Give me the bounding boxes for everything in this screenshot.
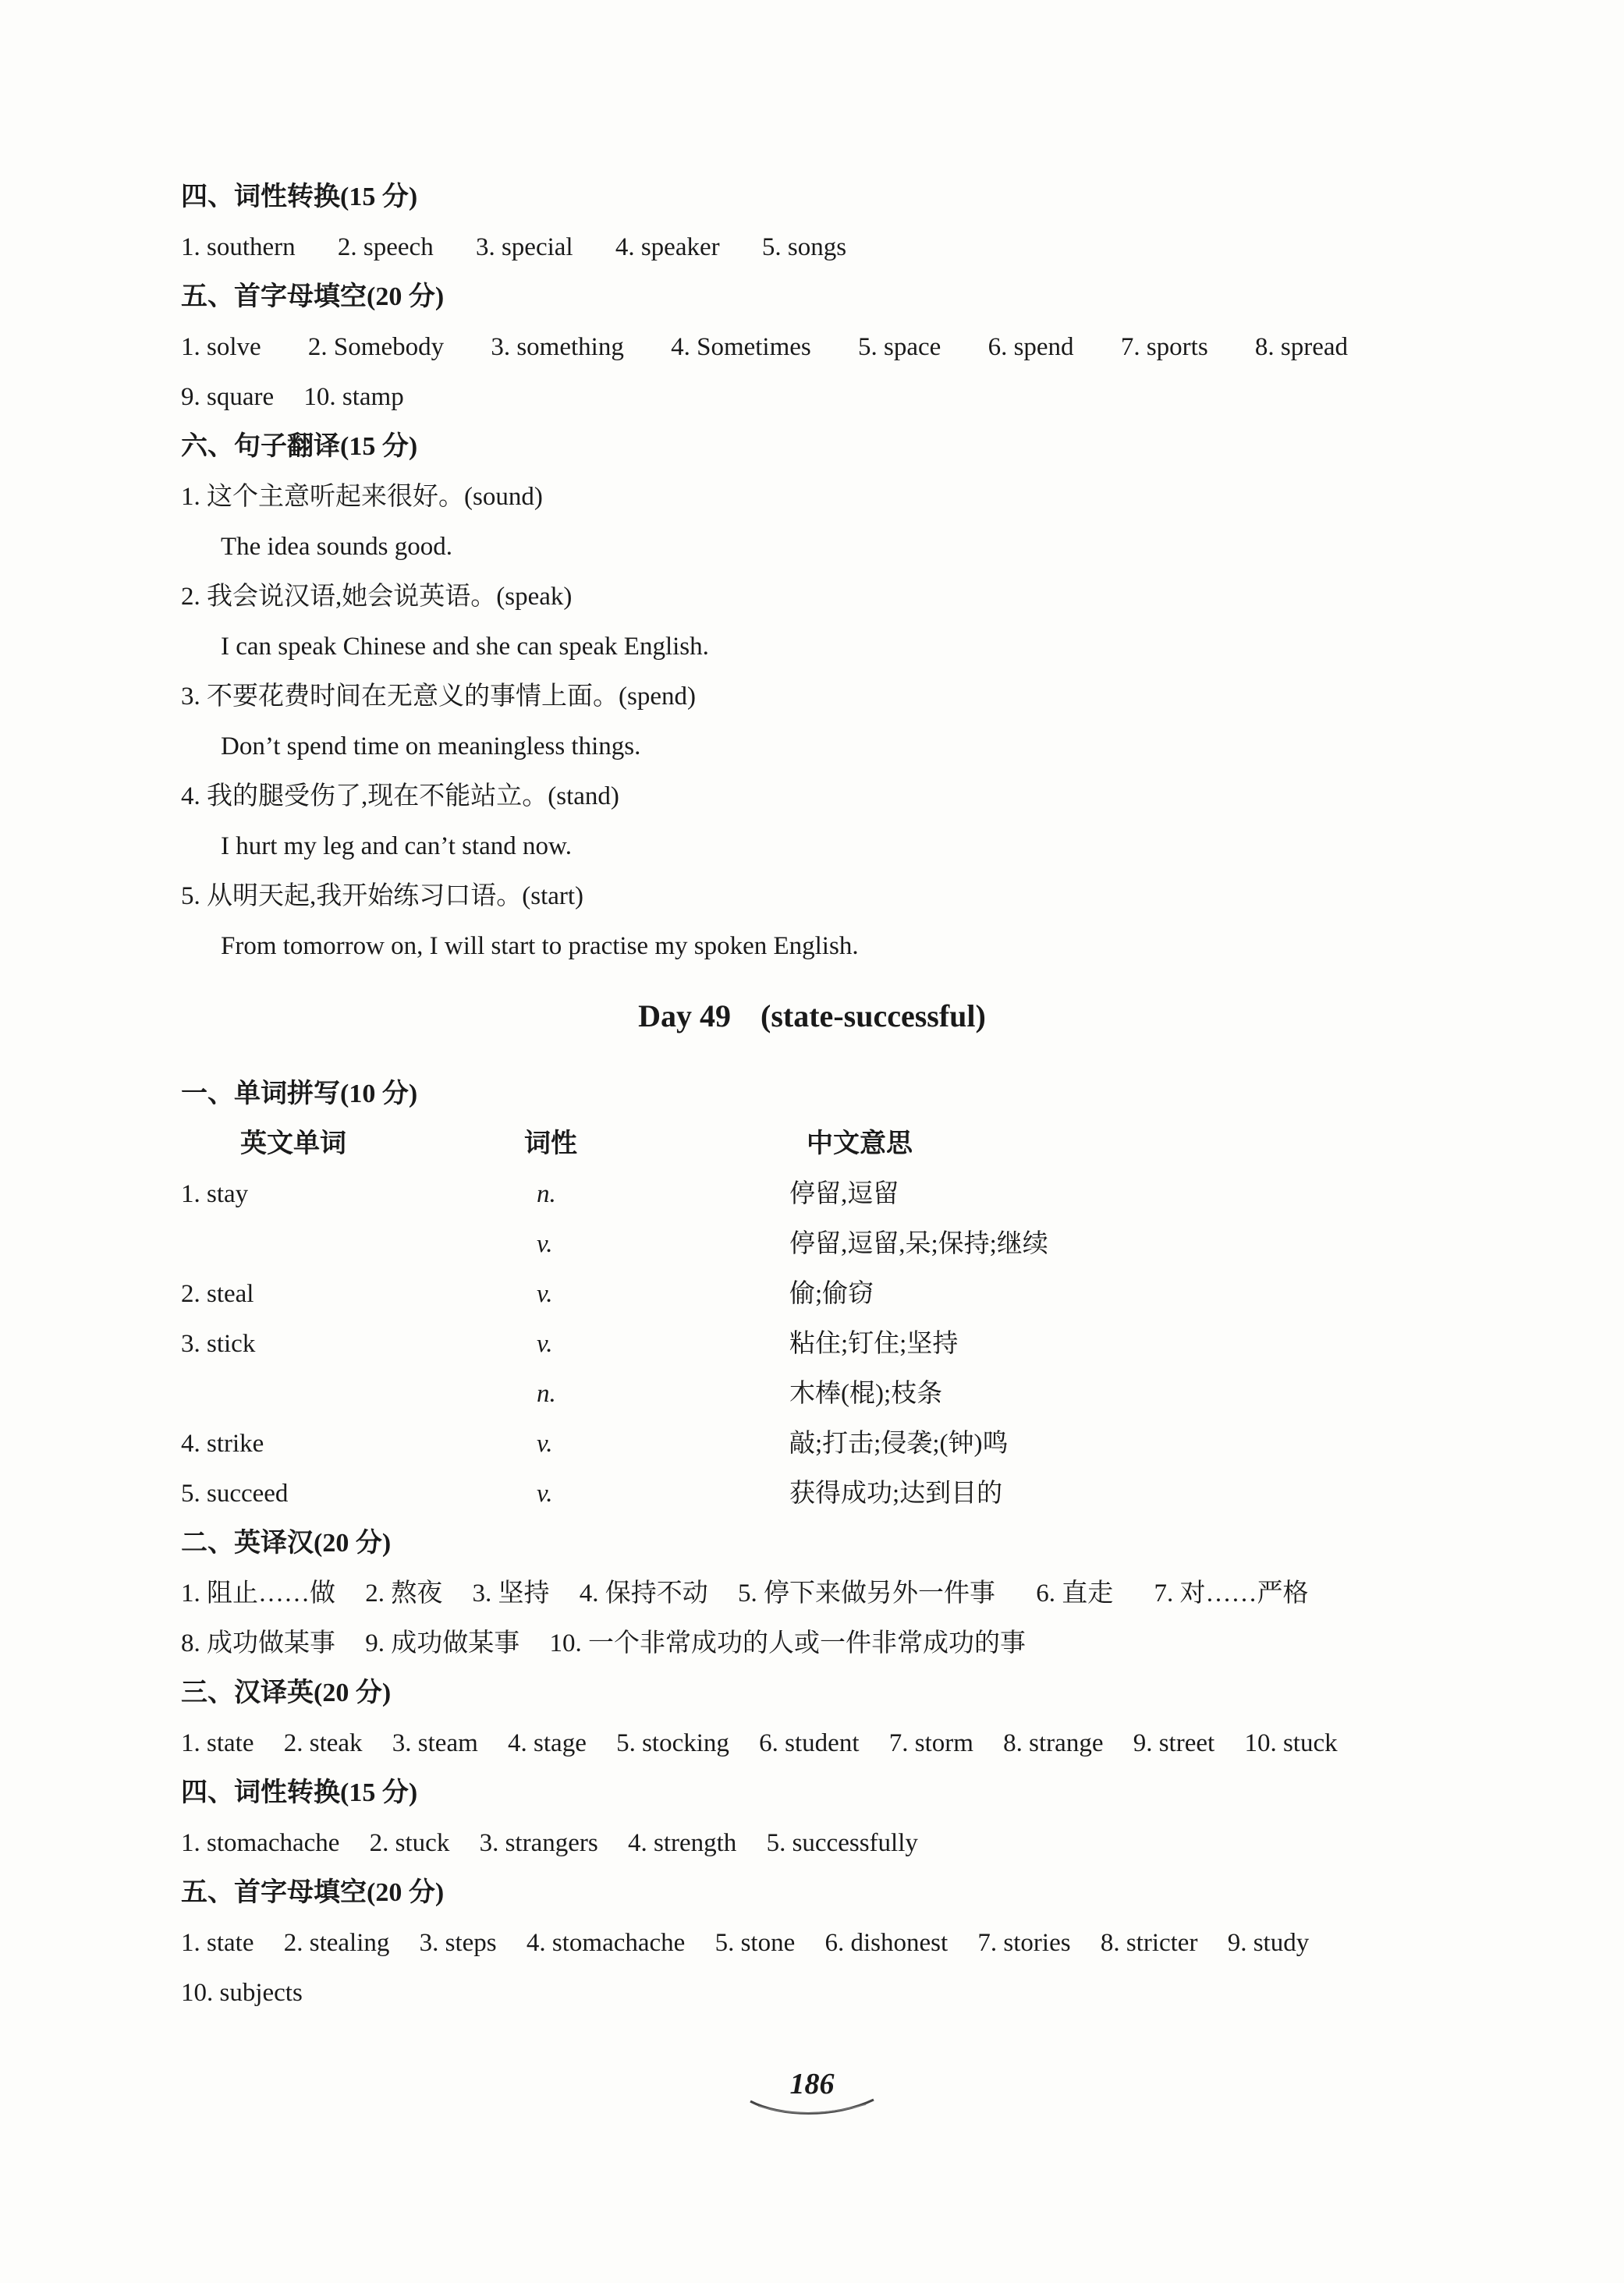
vocab-meaning: 敲;打击;侵袭;(钟)鸣 xyxy=(789,1430,1009,1458)
answer-item: 7. sports xyxy=(1120,333,1208,361)
answer-item: 9. study xyxy=(1227,1929,1310,1957)
vocab-meaning: 粘住;钉住;坚持 xyxy=(789,1330,959,1358)
answer-item: 10. 一个非常成功的人或一件非常成功的事 xyxy=(549,1629,1026,1657)
vocab-pos: v. xyxy=(537,1480,553,1508)
answer-item: 6. 直走 xyxy=(1036,1579,1114,1608)
answer-item: 1. southern xyxy=(181,233,296,261)
answer-item: 1. state xyxy=(181,1729,254,1757)
translation-answer-4: I hurt my leg and can’t stand now. xyxy=(221,832,572,860)
translation-answer-2: I can speak Chinese and she can speak English. xyxy=(221,633,709,661)
vocab-pos: v. xyxy=(537,1330,553,1358)
answer-item: 3. strangers xyxy=(479,1829,598,1857)
page-number: 186 xyxy=(789,2068,835,2100)
initial-letter-answers-2-row1 xyxy=(181,1918,1546,1968)
answer-item: 9. street xyxy=(1133,1729,1215,1757)
answer-item: 7. 对……严格 xyxy=(1154,1579,1309,1608)
answer-item: 10. subjects xyxy=(181,1979,303,2007)
en-to-zh-answers-row1 xyxy=(181,1569,1546,1618)
translation-answer-3: Don’t spend time on meaningless things. xyxy=(221,732,641,760)
answer-item: 4. stomachache xyxy=(526,1929,686,1957)
answer-item: 1. state xyxy=(181,1929,254,1957)
answer-item: 8. strange xyxy=(1003,1729,1104,1757)
answer-item: 6. student xyxy=(759,1729,860,1757)
translation-prompt-3: 3. 不要花费时间在无意义的事情上面。(spend) xyxy=(181,682,696,711)
vocab-word: 4. strike xyxy=(181,1430,264,1458)
section-heading-spelling: 一、单词拼写(10 分) xyxy=(181,1079,418,1108)
answer-item: 2. Somebody xyxy=(307,333,445,361)
answer-item: 3. 坚持 xyxy=(472,1579,550,1608)
answer-item: 2. speech xyxy=(337,233,434,261)
answer-item: 8. stricter xyxy=(1100,1929,1198,1957)
answer-item: 4. Sometimes xyxy=(671,333,811,361)
answer-item: 4. stage xyxy=(508,1729,587,1757)
answer-item: 3. steps xyxy=(419,1929,497,1957)
vocab-word: 3. stick xyxy=(181,1330,256,1358)
answer-item: 2. stuck xyxy=(369,1829,450,1857)
vocab-word: 1. stay xyxy=(181,1180,249,1208)
vocab-word: 5. succeed xyxy=(181,1480,289,1508)
answer-item: 5. 停下来做另外一件事 xyxy=(738,1579,995,1608)
vocab-word: 2. steal xyxy=(181,1280,254,1308)
vocab-pos: v. xyxy=(537,1230,553,1258)
answer-item: 7. stories xyxy=(977,1929,1071,1957)
answer-item: 4. 保持不动 xyxy=(579,1579,708,1608)
answer-item: 6. dishonest xyxy=(824,1929,949,1957)
answer-item: 5. stocking xyxy=(616,1729,729,1757)
answer-item: 2. stealing xyxy=(283,1929,390,1957)
vocab-meaning: 获得成功;达到目的 xyxy=(789,1480,1003,1508)
answer-item: 5. successfully xyxy=(766,1829,918,1857)
answer-item: 3. something xyxy=(491,333,624,361)
answer-item: 4. strength xyxy=(627,1829,737,1857)
answer-item: 3. special xyxy=(475,233,573,261)
column-header-meaning: 中文意思 xyxy=(807,1129,913,1158)
answer-item: 2. steak xyxy=(283,1729,363,1757)
vocab-meaning: 停留,逗留,呆;保持;继续 xyxy=(789,1230,1048,1258)
translation-prompt-4: 4. 我的腿受伤了,现在不能站立。(stand) xyxy=(181,782,619,810)
answer-item: 8. spread xyxy=(1254,333,1349,361)
word-form-answers-2 xyxy=(181,1818,1546,1868)
answer-item: 10. stuck xyxy=(1244,1729,1338,1757)
column-header-pos: 词性 xyxy=(524,1129,577,1158)
section-heading-initial-letter-2: 五、首字母填空(20 分) xyxy=(181,1878,445,1907)
answer-item: 5. space xyxy=(858,333,941,361)
section-heading-word-form-1: 四、词性转换(15 分) xyxy=(181,183,418,211)
translation-answer-5: From tomorrow on, I will start to practise my spoken English. xyxy=(221,932,859,960)
answer-item: 1. stomachache xyxy=(181,1829,340,1857)
translation-prompt-2: 2. 我会说汉语,她会说英语。(speak) xyxy=(181,583,573,611)
en-to-zh-answers-row2 xyxy=(181,1618,1546,1668)
answer-item: 8. 成功做某事 xyxy=(181,1629,335,1657)
answer-item: 9. 成功做某事 xyxy=(365,1629,520,1657)
column-header-word: 英文单词 xyxy=(240,1129,346,1158)
vocab-pos: v. xyxy=(537,1280,553,1308)
answer-item: 5. songs xyxy=(761,233,847,261)
vocab-meaning: 木棒(棍);枝条 xyxy=(789,1380,943,1408)
answer-item: 4. speaker xyxy=(615,233,720,261)
translation-answer-1: The idea sounds good. xyxy=(221,533,452,561)
answer-item: 2. 熬夜 xyxy=(365,1579,443,1608)
page-number-swoosh-icon xyxy=(749,2097,875,2120)
word-form-answers-1 xyxy=(181,222,1546,272)
answer-item: 6. spend xyxy=(988,333,1074,361)
translation-prompt-1: 1. 这个主意听起来很好。(sound) xyxy=(181,483,543,511)
section-heading-initial-letter-1: 五、首字母填空(20 分) xyxy=(181,282,445,311)
section-heading-en-to-zh: 二、英译汉(20 分) xyxy=(181,1529,392,1558)
vocab-pos: v. xyxy=(537,1430,553,1458)
translation-prompt-5: 5. 从明天起,我开始练习口语。(start) xyxy=(181,882,584,910)
answer-item: 1. solve xyxy=(181,333,261,361)
day-range: (state-successful) xyxy=(761,998,986,1033)
vocab-meaning: 偷;偷窃 xyxy=(789,1280,874,1308)
answer-item: 9. square xyxy=(181,383,275,411)
vocab-pos: n. xyxy=(537,1180,556,1208)
section-heading-translation: 六、句子翻译(15 分) xyxy=(181,432,418,461)
day-label: Day 49 xyxy=(638,998,732,1033)
vocab-pos: n. xyxy=(537,1380,556,1408)
answer-item: 7. storm xyxy=(888,1729,973,1757)
initial-letter-answers-1-row2 xyxy=(181,372,1546,422)
answer-item: 10. stamp xyxy=(303,383,404,411)
section-heading-word-form-2: 四、词性转换(15 分) xyxy=(181,1778,418,1807)
answer-item: 5. stone xyxy=(714,1929,796,1957)
answer-item: 3. steam xyxy=(392,1729,478,1757)
section-heading-zh-to-en: 三、汉译英(20 分) xyxy=(181,1679,392,1707)
initial-letter-answers-2-row2 xyxy=(181,1968,1546,2018)
zh-to-en-answers xyxy=(181,1718,1546,1768)
initial-letter-answers-1-row1 xyxy=(181,322,1546,372)
answer-item: 1. 阻止……做 xyxy=(181,1579,335,1608)
vocab-meaning: 停留,逗留 xyxy=(789,1180,899,1208)
day-title xyxy=(0,989,1624,1044)
